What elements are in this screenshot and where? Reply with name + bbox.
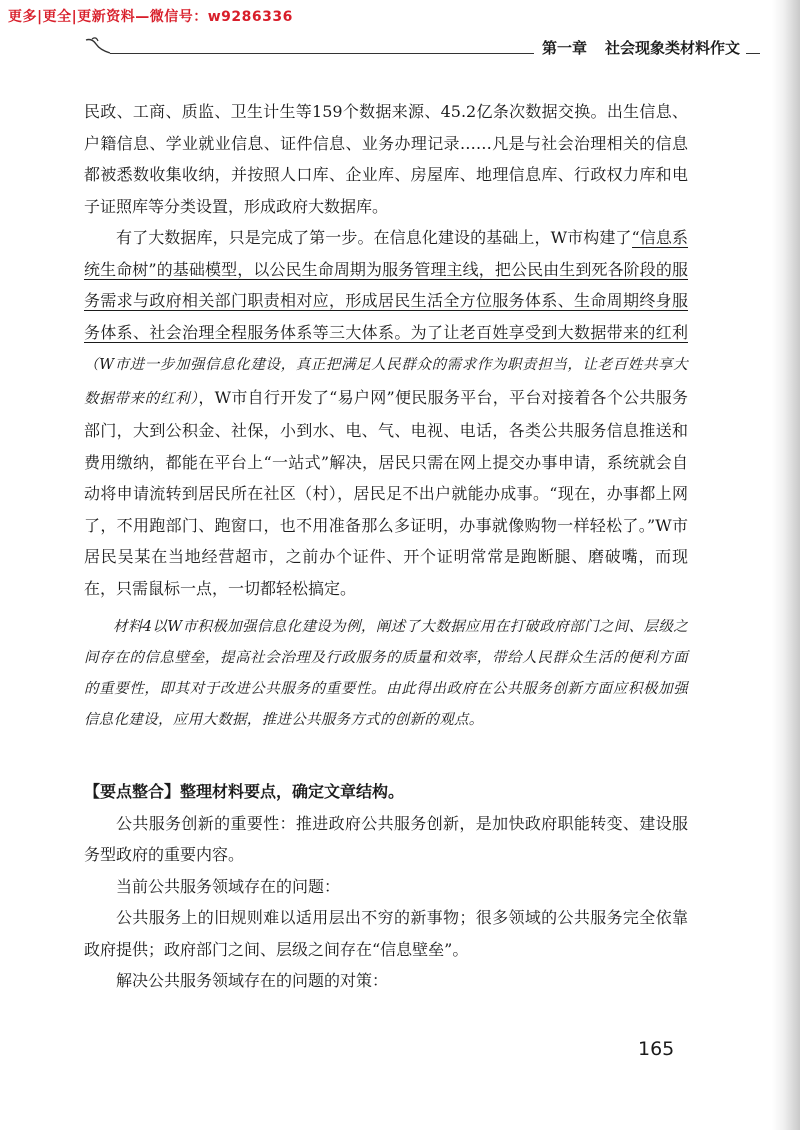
chapter-label: 第一章 <box>541 39 587 57</box>
watermark-banner: 更多|更全|更新资料—微信号：w9286336 <box>8 9 293 25</box>
summary-problems-heading: 当前公共服务领域存在的问题： <box>116 876 341 896</box>
margin-note: （W市进一步加强信息化建设，真正把满足人民群众的需求作为职责担当，让老百姓共享大数据带来的红利） <box>84 357 688 407</box>
page-edge-shadow <box>772 0 800 1130</box>
summary-heading <box>84 776 688 808</box>
material-analysis: 材料4以W市积极加强信息化建设为例，阐述了大数据应用在打破政府部门之间、层级之间存在的信息壁垒，提高社会治理及行政服务的质量和效率，带给人民群众生活的便利方面的重要性，即其对于改进公共服务的重要性。由此得出政府在公共服务创新方面应积极加强信息化建设，应用大数据，推进公共服务方式的创新的观点。 <box>84 619 688 728</box>
summary-intro: 整理材料要点，确定文章结构。 <box>180 782 405 801</box>
summary-bracket-close: 】 <box>164 782 181 801</box>
paragraph-2 <box>84 222 688 604</box>
summary-problems: 公共服务上的旧规则难以适用层出不穷的新事物；很多领域的公共服务完全依靠政府提供；政府部门之间、层级之间存在“信息壁垒”。 <box>84 908 688 959</box>
chapter-title: 社会现象类材料作文 <box>604 39 740 57</box>
page-number: 165 <box>638 1038 675 1060</box>
page-body <box>84 96 688 997</box>
paragraph-2-lead: 有了大数据库，只是完成了第一步。在信息化建设的基础上，W市构建了 <box>116 228 632 247</box>
paragraph-1: 民政、工商、质监、卫生计生等159个数据来源、45.2亿条次数据交换。出生信息、户籍信息、学业就业信息、证件信息、业务办理记录……凡是与社会治理相关的信息都被悉数收集收纳，并按照人口库、企业库、房屋库、地理信息库、行政权力库和电子证照库等分类设置，形成政府大数据库。 <box>84 102 688 216</box>
running-header <box>534 37 746 58</box>
summary-solutions-heading: 解决公共服务领域存在的问题的对策： <box>116 971 389 990</box>
summary-bracket-open: 【 <box>84 782 101 801</box>
underlined-passage: “信息系统生命树”的基础模型，以公民生命周期为服务管理主线，把公民由生到死各阶段的服务需求与政府相关部门职责相对应，形成居民生活全方位服务体系、生命周期终身服务体系、社会治理全程服务体系等三大体系。为了让老百姓享受到大数据带来的红利 <box>84 228 688 342</box>
paragraph-2-tail: ，W市自行开发了“易户网”便民服务平台，平台对接着各个公共服务部门，大到公积金、社保，小到水、电、气、电视、电话，各类公共服务信息推送和费用缴纳，都能在平台上“一站式”解决，居民只需在网上提交办事申请，系统就会自动将申请流转到居民所在社区（村），居民足不出户就能办成事。“现在，办事都上网了，不用跑部门、跑窗口，也不用准备那么多证明，办事就像购物一样轻松了。”W市居民吴某在当地经营超市，之前办个证件、开个证明常常是跑断腿、磨破嘴，而现在，只需鼠标一点，一切都轻松搞定。 <box>84 387 689 598</box>
summary-importance: 公共服务创新的重要性：推进政府公共服务创新，是加快政府职能转变、建设服务型政府的重要内容。 <box>84 813 688 864</box>
summary-label: 要点整合 <box>100 782 165 801</box>
